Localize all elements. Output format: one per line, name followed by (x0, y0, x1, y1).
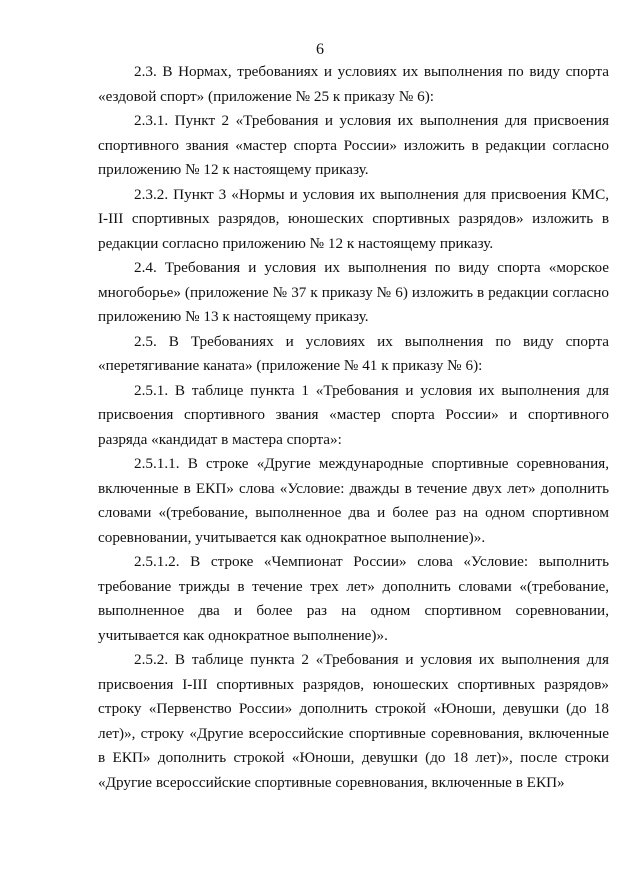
paragraph-2-5-2: 2.5.2. В таблице пункта 2 «Требования и условия их выполнения для присвоения I-III спортивных разрядов, юношеских спортивных разрядов» строку «Первенство России» дополнить строкой «Юноши, девушки (до 18 лет)», строку «Другие всероссийские спортивные соревнования, включенные в ЕКП» дополнить строкой «Юноши, девушки (до 18 лет)», после строки «Другие всероссийские спортивные соревнования, включенные в ЕКП» (98, 651, 609, 791)
paragraph-2-3-1: 2.3.1. Пункт 2 «Требования и условия их выполнения для присвоения спортивного звания «мастер спорта России» изложить в редакции согласно приложению № 12 к настоящему приказу. (98, 112, 609, 178)
paragraph-2-4: 2.4. Требования и условия их выполнения по виду спорта «морское многоборье» (приложение № 37 к приказу № 6) изложить в редакции согласно приложению № 13 к настоящему приказу. (98, 259, 609, 325)
paragraph-2-5-1-1: 2.5.1.1. В строке «Другие международные спортивные соревнования, включенные в ЕКП» слова «Условие: дважды в течение двух лет» дополнить словами «(требование, выполненное два и более раз на одном спортивном соревновании, учитывается как однократное выполнение)». (98, 455, 609, 546)
paragraph-2-3-2: 2.3.2. Пункт 3 «Нормы и условия их выполнения для присвоения КМС, I-III спортивных разрядов, юношеских спортивных разрядов» изложить в редакции согласно приложению № 12 к настоящему приказу. (98, 185, 609, 252)
document-body (98, 60, 609, 795)
paragraph-2-3: 2.3. В Нормах, требованиях и условиях их выполнения по виду спорта «ездовой спорт» (приложение № 25 к приказу № 6): (98, 63, 609, 105)
paragraph-2-5-1-2: 2.5.1.2. В строке «Чемпионат России» слова «Условие: выполнить требование трижды в течение трех лет» дополнить словами «(требование, выполненное два и более раз на одном спортивном соревновании, учитывается как однократное выполнение)». (98, 553, 609, 644)
page-number: 6 (316, 41, 324, 58)
paragraph-2-5: 2.5. В Требованиях и условиях их выполнения по виду спорта «перетягивание каната» (приложение № 41 к приказу № 6): (98, 332, 609, 374)
paragraph-2-5-1: 2.5.1. В таблице пункта 1 «Требования и условия их выполнения для присвоения спортивного звания «мастер спорта России» и спортивного разряда «кандидат в мастера спорта»: (98, 381, 609, 448)
